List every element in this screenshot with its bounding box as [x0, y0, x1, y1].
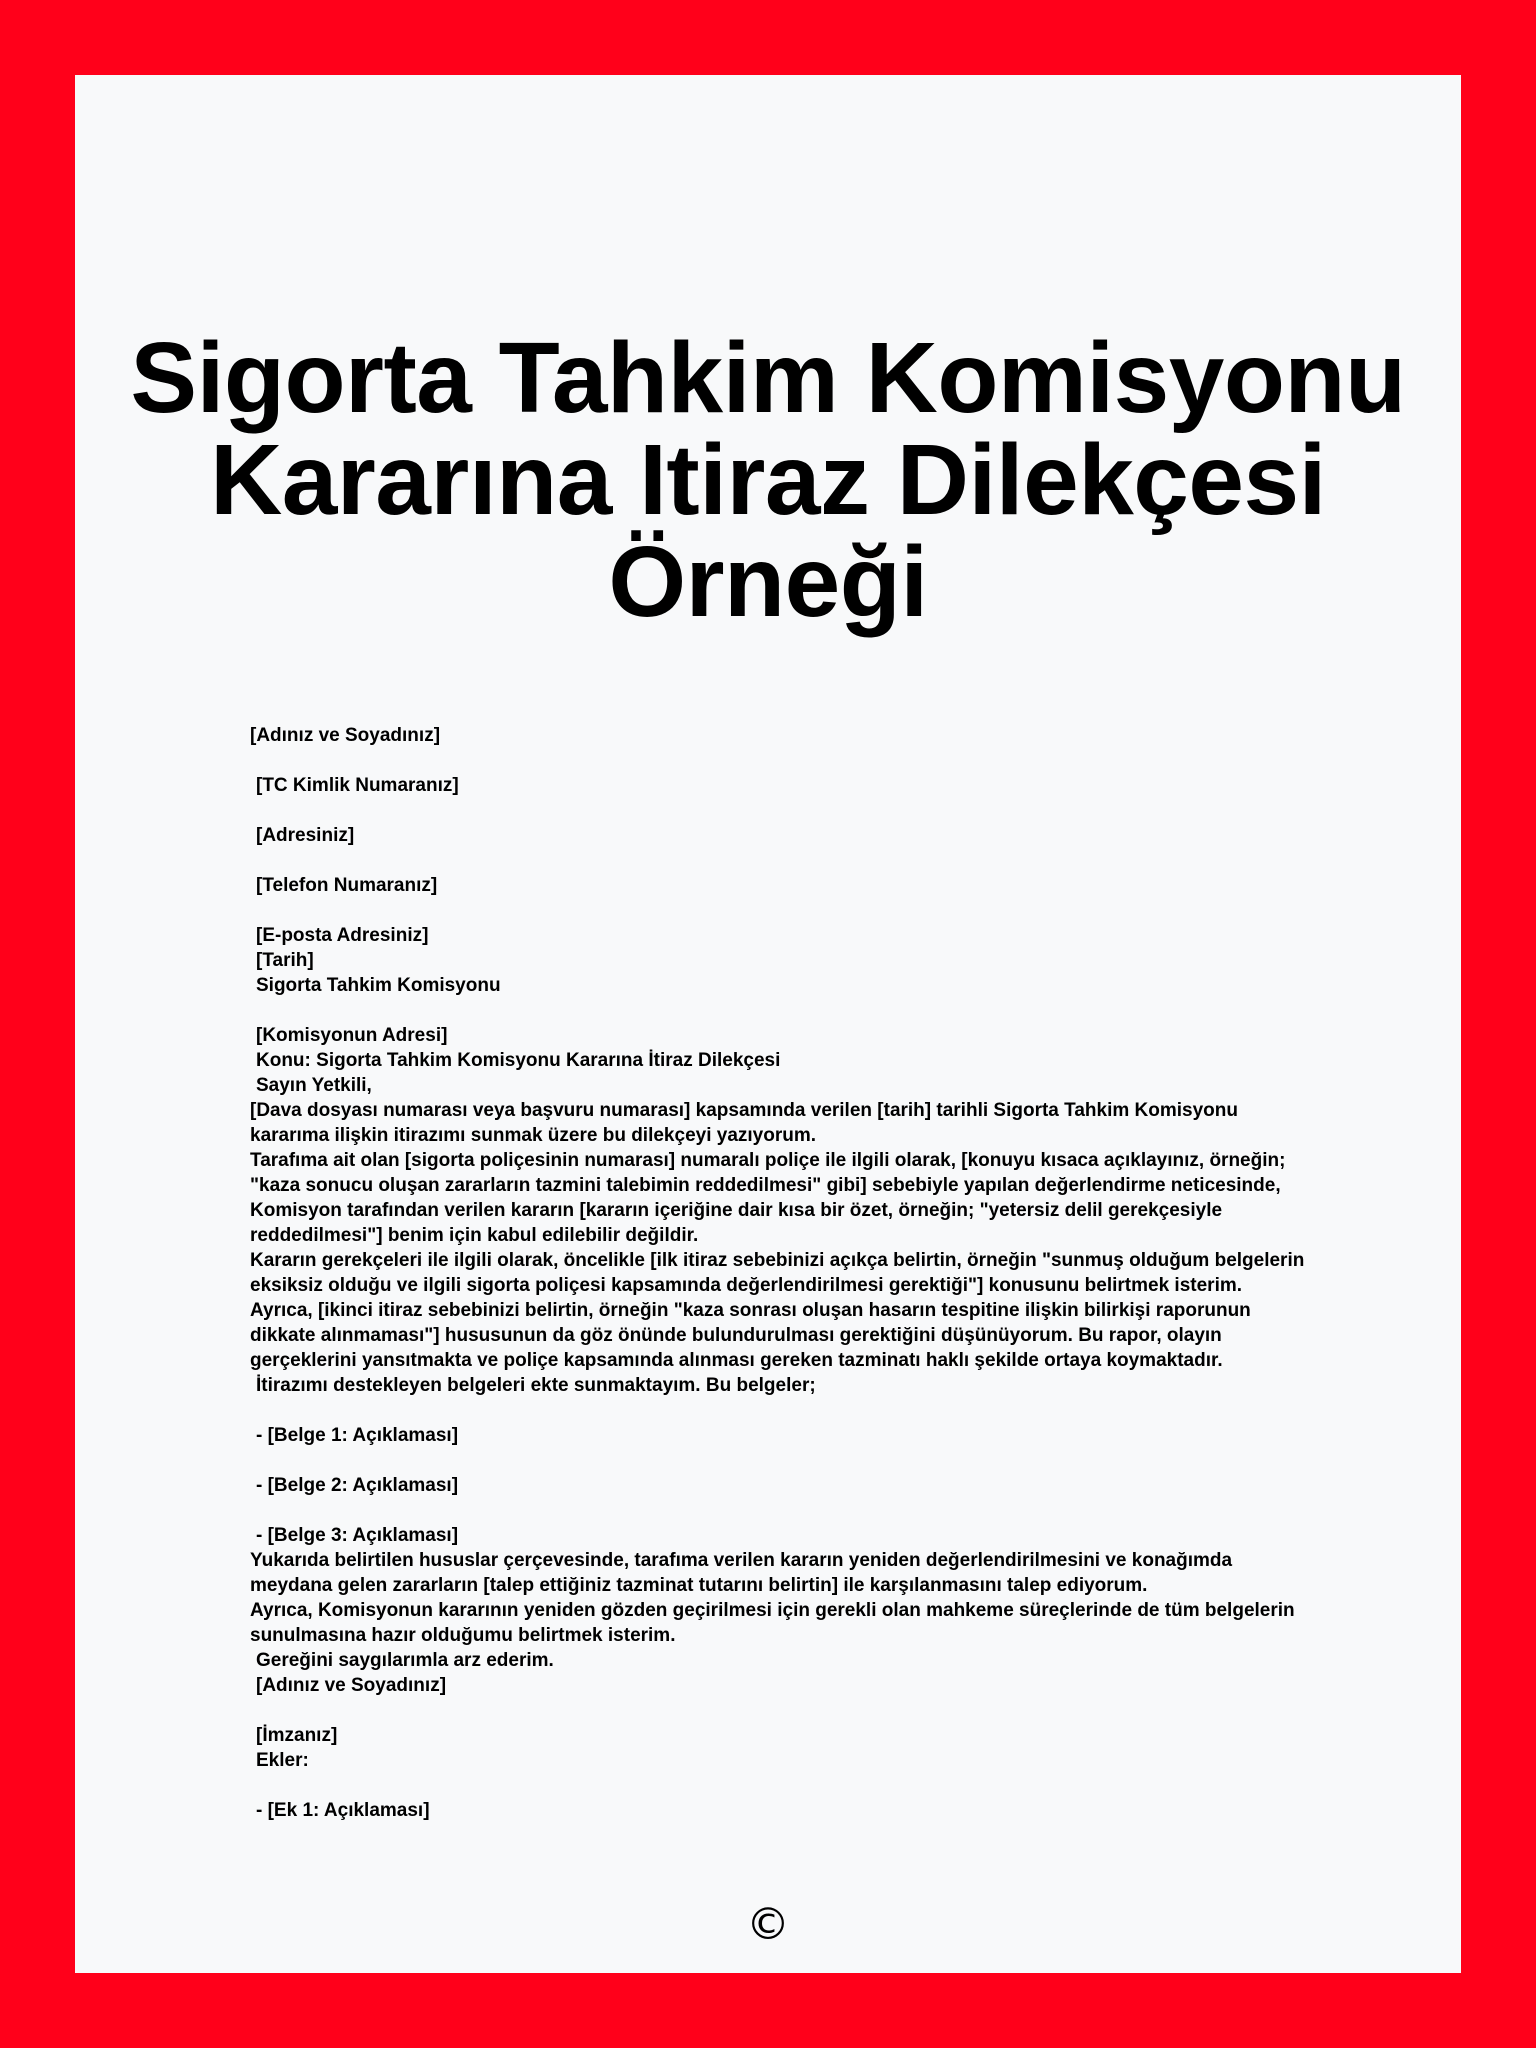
title-line-3: Örneği: [608, 526, 928, 638]
document-item-3: - [Belge 3: Açıklaması]: [256, 1525, 459, 1546]
closing-paragraph-1: Yukarıda belirtilen hususlar çerçevesinde, tarafıma verilen kararın yeniden değerlendirilmesini ve konağımda meydana gelen zararların [talep ettiğiniz tazminat tutarını belirtin] ile karşılanmasını talep ediyorum.: [250, 1550, 1238, 1596]
salutation: Sayın Yetkili,: [256, 1075, 372, 1096]
paragraph-4: Ayrıca, [ikinci itiraz sebebinizi belirtin, örneğin "kaza sonrası oluşan hasarın tespitine ilişkin bilirkişi raporunun dikkate alınmaması"] hususunun da göz önünde bulundurulması gerektiğini düşünüyorum. Bu rapor, olayın gerçeklerini yansıtmakta ve poliçe kapsamında alınması gereken tazminatı haklı şekilde ortaya koymaktadır.: [250, 1300, 1257, 1371]
documents-intro: İtirazımı destekleyen belgeleri ekte sunmaktayım. Bu belgeler;: [256, 1375, 816, 1396]
copyright-icon: ©: [746, 1899, 790, 1950]
sender-name: [Adınız ve Soyadınız]: [250, 725, 441, 746]
paragraph-3: Kararın gerekçeleri ile ilgili olarak, öncelikle [ilk itiraz sebebinizi açıkça belirtin, örneğin "sunmuş olduğum belgelerin eksiksiz olduğu ve ilgili sigorta poliçesi kapsamında değerlendirilmesi gerektiği"] konusunu belirtmek isterim.: [250, 1250, 1310, 1296]
title-line-1: Sigorta Tahkim Komisyonu: [130, 322, 1406, 434]
spacer: [250, 748, 1310, 773]
spacer: [250, 1773, 1310, 1798]
paragraph-2: Tarafıma ait olan [sigorta poliçesinin numarası] numaralı poliçe ile ilgili olarak, [konuyu kısaca açıklayınız, örneğin; "kaza sonucu oluşan zararların tazmini talebimin reddedilmesi" gibi] sebebiyle yapılan değerlendirme neticesinde, Komisyon tarafından verilen kararın [kararın içeriğine dair kısa bir özet, örneğin; "yetersiz delil gerekçesiyle reddedilmesi"] benim için kabul edilebilir değildir.: [250, 1150, 1291, 1246]
title-line-2: Kararına Itiraz Dilekçesi: [210, 424, 1326, 536]
letter-subject: Konu: Sigorta Tahkim Komisyonu Kararına İtiraz Dilekçesi: [256, 1050, 781, 1071]
document-page: [75, 75, 1461, 1973]
spacer: [250, 1698, 1310, 1723]
sender-address: [Adresiniz]: [256, 825, 355, 846]
attachment-item-1: - [Ek 1: Açıklaması]: [256, 1800, 430, 1821]
attachments-label: Ekler:: [256, 1750, 309, 1771]
sender-tc-no: [TC Kimlik Numaranız]: [256, 775, 459, 796]
spacer: [250, 798, 1310, 823]
recipient-address: [Komisyonun Adresi]: [256, 1025, 448, 1046]
spacer: [250, 1398, 1310, 1423]
signature: [İmzanız]: [256, 1725, 338, 1746]
paragraph-1: [Dava dosyası numarası veya başvuru numarası] kapsamında verilen [tarih] tarihli Sigorta Tahkim Komisyonu kararıma ilişkin itirazımı sunmak üzere bu dilekçeyi yazıyorum.: [250, 1100, 1244, 1146]
closing-paragraph-2: Ayrıca, Komisyonun kararının yeniden gözden geçirilmesi için gerekli olan mahkeme süreçlerinde de tüm belgelerin sunulmasına hazır olduğumu belirtmek isterim.: [250, 1600, 1300, 1646]
document-item-1: - [Belge 1: Açıklaması]: [256, 1425, 459, 1446]
recipient-name: Sigorta Tahkim Komisyonu: [256, 975, 501, 996]
letter-date: [Tarih]: [256, 950, 314, 971]
document-title: [75, 322, 1461, 638]
spacer: [250, 1448, 1310, 1473]
letter-body: [250, 723, 1310, 1823]
sender-email: [E-posta Adresiniz]: [256, 925, 429, 946]
spacer: [250, 898, 1310, 923]
spacer: [250, 848, 1310, 873]
spacer: [250, 998, 1310, 1023]
signature-name: [Adınız ve Soyadınız]: [256, 1675, 447, 1696]
sender-phone: [Telefon Numaranız]: [256, 875, 438, 896]
spacer: [250, 1498, 1310, 1523]
regards: Gereğini saygılarımla arz ederim.: [256, 1650, 554, 1671]
document-item-2: - [Belge 2: Açıklaması]: [256, 1475, 459, 1496]
